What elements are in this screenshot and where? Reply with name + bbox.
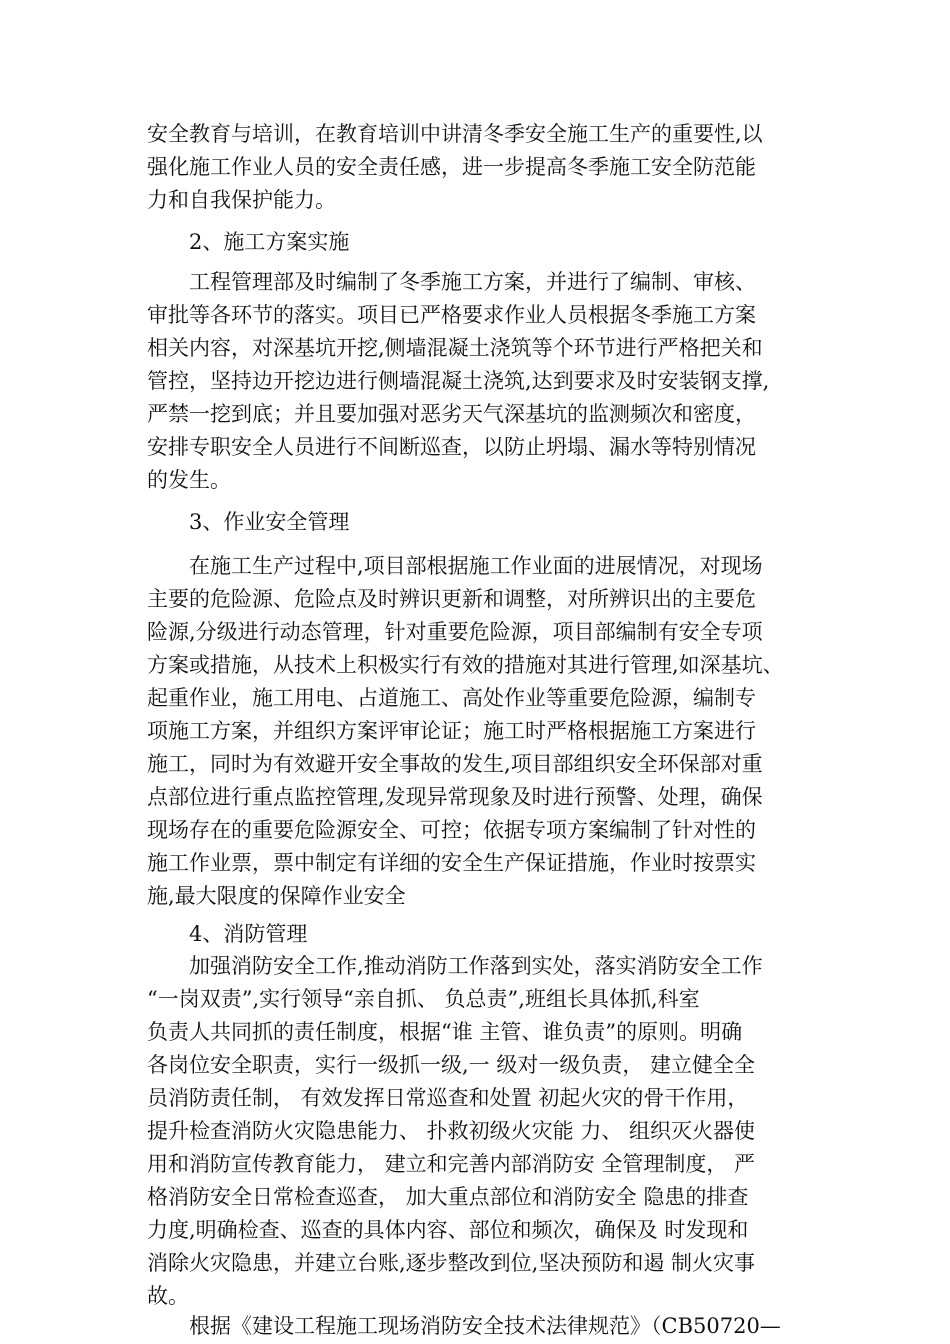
paragraph-line: “一岗双责”,实行领导“亲自抓、 负总责”,班组长具体抓,科室 xyxy=(147,987,700,1011)
paragraph-line: 施,最大限度的保障作业安全 xyxy=(147,884,406,908)
section-heading: 2、施工方案实施 xyxy=(189,230,350,254)
paragraph-line: 相关内容，对深基坑开挖,侧墙混凝土浇筑等个环节进行严格把关和 xyxy=(147,336,763,360)
paragraph-line: 起重作业，施工用电、占道施工、高处作业等重要危险源，编制专 xyxy=(147,686,756,710)
section-heading: 3、作业安全管理 xyxy=(189,510,350,534)
paragraph-line: 施工作业票，票中制定有详细的安全生产保证措施，作业时按票实 xyxy=(147,851,756,875)
paragraph-line: 各岗位安全职责，实行一级抓一级,一 级对一级负责， 建立健全全 xyxy=(147,1053,756,1077)
paragraph-line: 方案或措施，从技术上积极实行有效的措施对其进行管理,如深基坑、 xyxy=(147,653,784,677)
paragraph-line: 故。 xyxy=(147,1284,189,1308)
paragraph-line: 施工，同时为有效避开安全事故的发生,项目部组织安全环保部对重 xyxy=(147,752,763,776)
paragraph-line: 点部位进行重点监控管理,发现异常现象及时进行预警、处理，确保 xyxy=(147,785,763,809)
paragraph-line: 消除火灾隐患，并建立台账,逐步整改到位,坚决预防和遏 制火灾事 xyxy=(147,1251,756,1275)
paragraph-line: 力度,明确检查、巡查的具体内容、部位和频次，确保及 时发现和 xyxy=(147,1218,749,1242)
paragraph-line: 审批等各环节的落实。项目已严格要求作业人员根据冬季施工方案 xyxy=(147,303,756,327)
paragraph-line: 险源,分级进行动态管理，针对重要危险源，项目部编制有安全专项 xyxy=(147,620,763,644)
paragraph-line: 员消防责任制， 有效发挥日常巡查和处置 初起火灾的骨干作用， xyxy=(147,1086,749,1110)
paragraph-line: 用和消防宣传教育能力， 建立和完善内部消防安 全管理制度， 严 xyxy=(147,1152,756,1176)
paragraph-line: 提升检查消防火灾隐患能力、 扑救初级火灾能 力、 组织灭火器使 xyxy=(147,1119,756,1143)
paragraph-line: 负责人共同抓的责任制度，根据“谁 主管、谁负责”的原则。明确 xyxy=(147,1020,743,1044)
paragraph-line: 在施工生产过程中,项目部根据施工作业面的进展情况，对现场 xyxy=(189,554,763,578)
section-heading: 4、消防管理 xyxy=(189,922,308,946)
paragraph-line: 管控，坚持边开挖边进行侧墙混凝土浇筑,达到要求及时安装钢支撑, xyxy=(147,369,770,393)
paragraph-line: 安全教育与培训，在教育培训中讲清冬季安全施工生产的重要性,以 xyxy=(147,122,763,146)
paragraph-line: 根据《建设工程施工现场消防安全技术法律规范》（CB50720— xyxy=(189,1314,781,1338)
paragraph-line: 格消防安全日常检查巡查， 加大重点部位和消防安全 隐患的排查 xyxy=(147,1185,749,1209)
paragraph-line: 加强消防安全工作,推动消防工作落到实处，落实消防安全工作 xyxy=(189,954,763,978)
paragraph-line: 项施工方案，并组织方案评审论证；施工时严格根据施工方案进行 xyxy=(147,719,756,743)
paragraph-line: 力和自我保护能力。 xyxy=(147,188,336,212)
paragraph-line: 的发生。 xyxy=(147,468,231,492)
paragraph-line: 主要的危险源、危险点及时辨识更新和调整，对所辨识出的主要危 xyxy=(147,587,756,611)
paragraph-line: 严禁一挖到底；并且要加强对恶劣天气深基坑的监测频次和密度， xyxy=(147,402,756,426)
paragraph-line: 现场存在的重要危险源安全、可控；依据专项方案编制了针对性的 xyxy=(147,818,756,842)
paragraph-line: 强化施工作业人员的安全责任感，进一步提高冬季施工安全防范能 xyxy=(147,155,756,179)
paragraph-line: 安排专职安全人员进行不间断巡查，以防止坍塌、漏水等特别情况 xyxy=(147,435,756,459)
paragraph-line: 工程管理部及时编制了冬季施工方案，并进行了编制、审核、 xyxy=(189,270,756,294)
